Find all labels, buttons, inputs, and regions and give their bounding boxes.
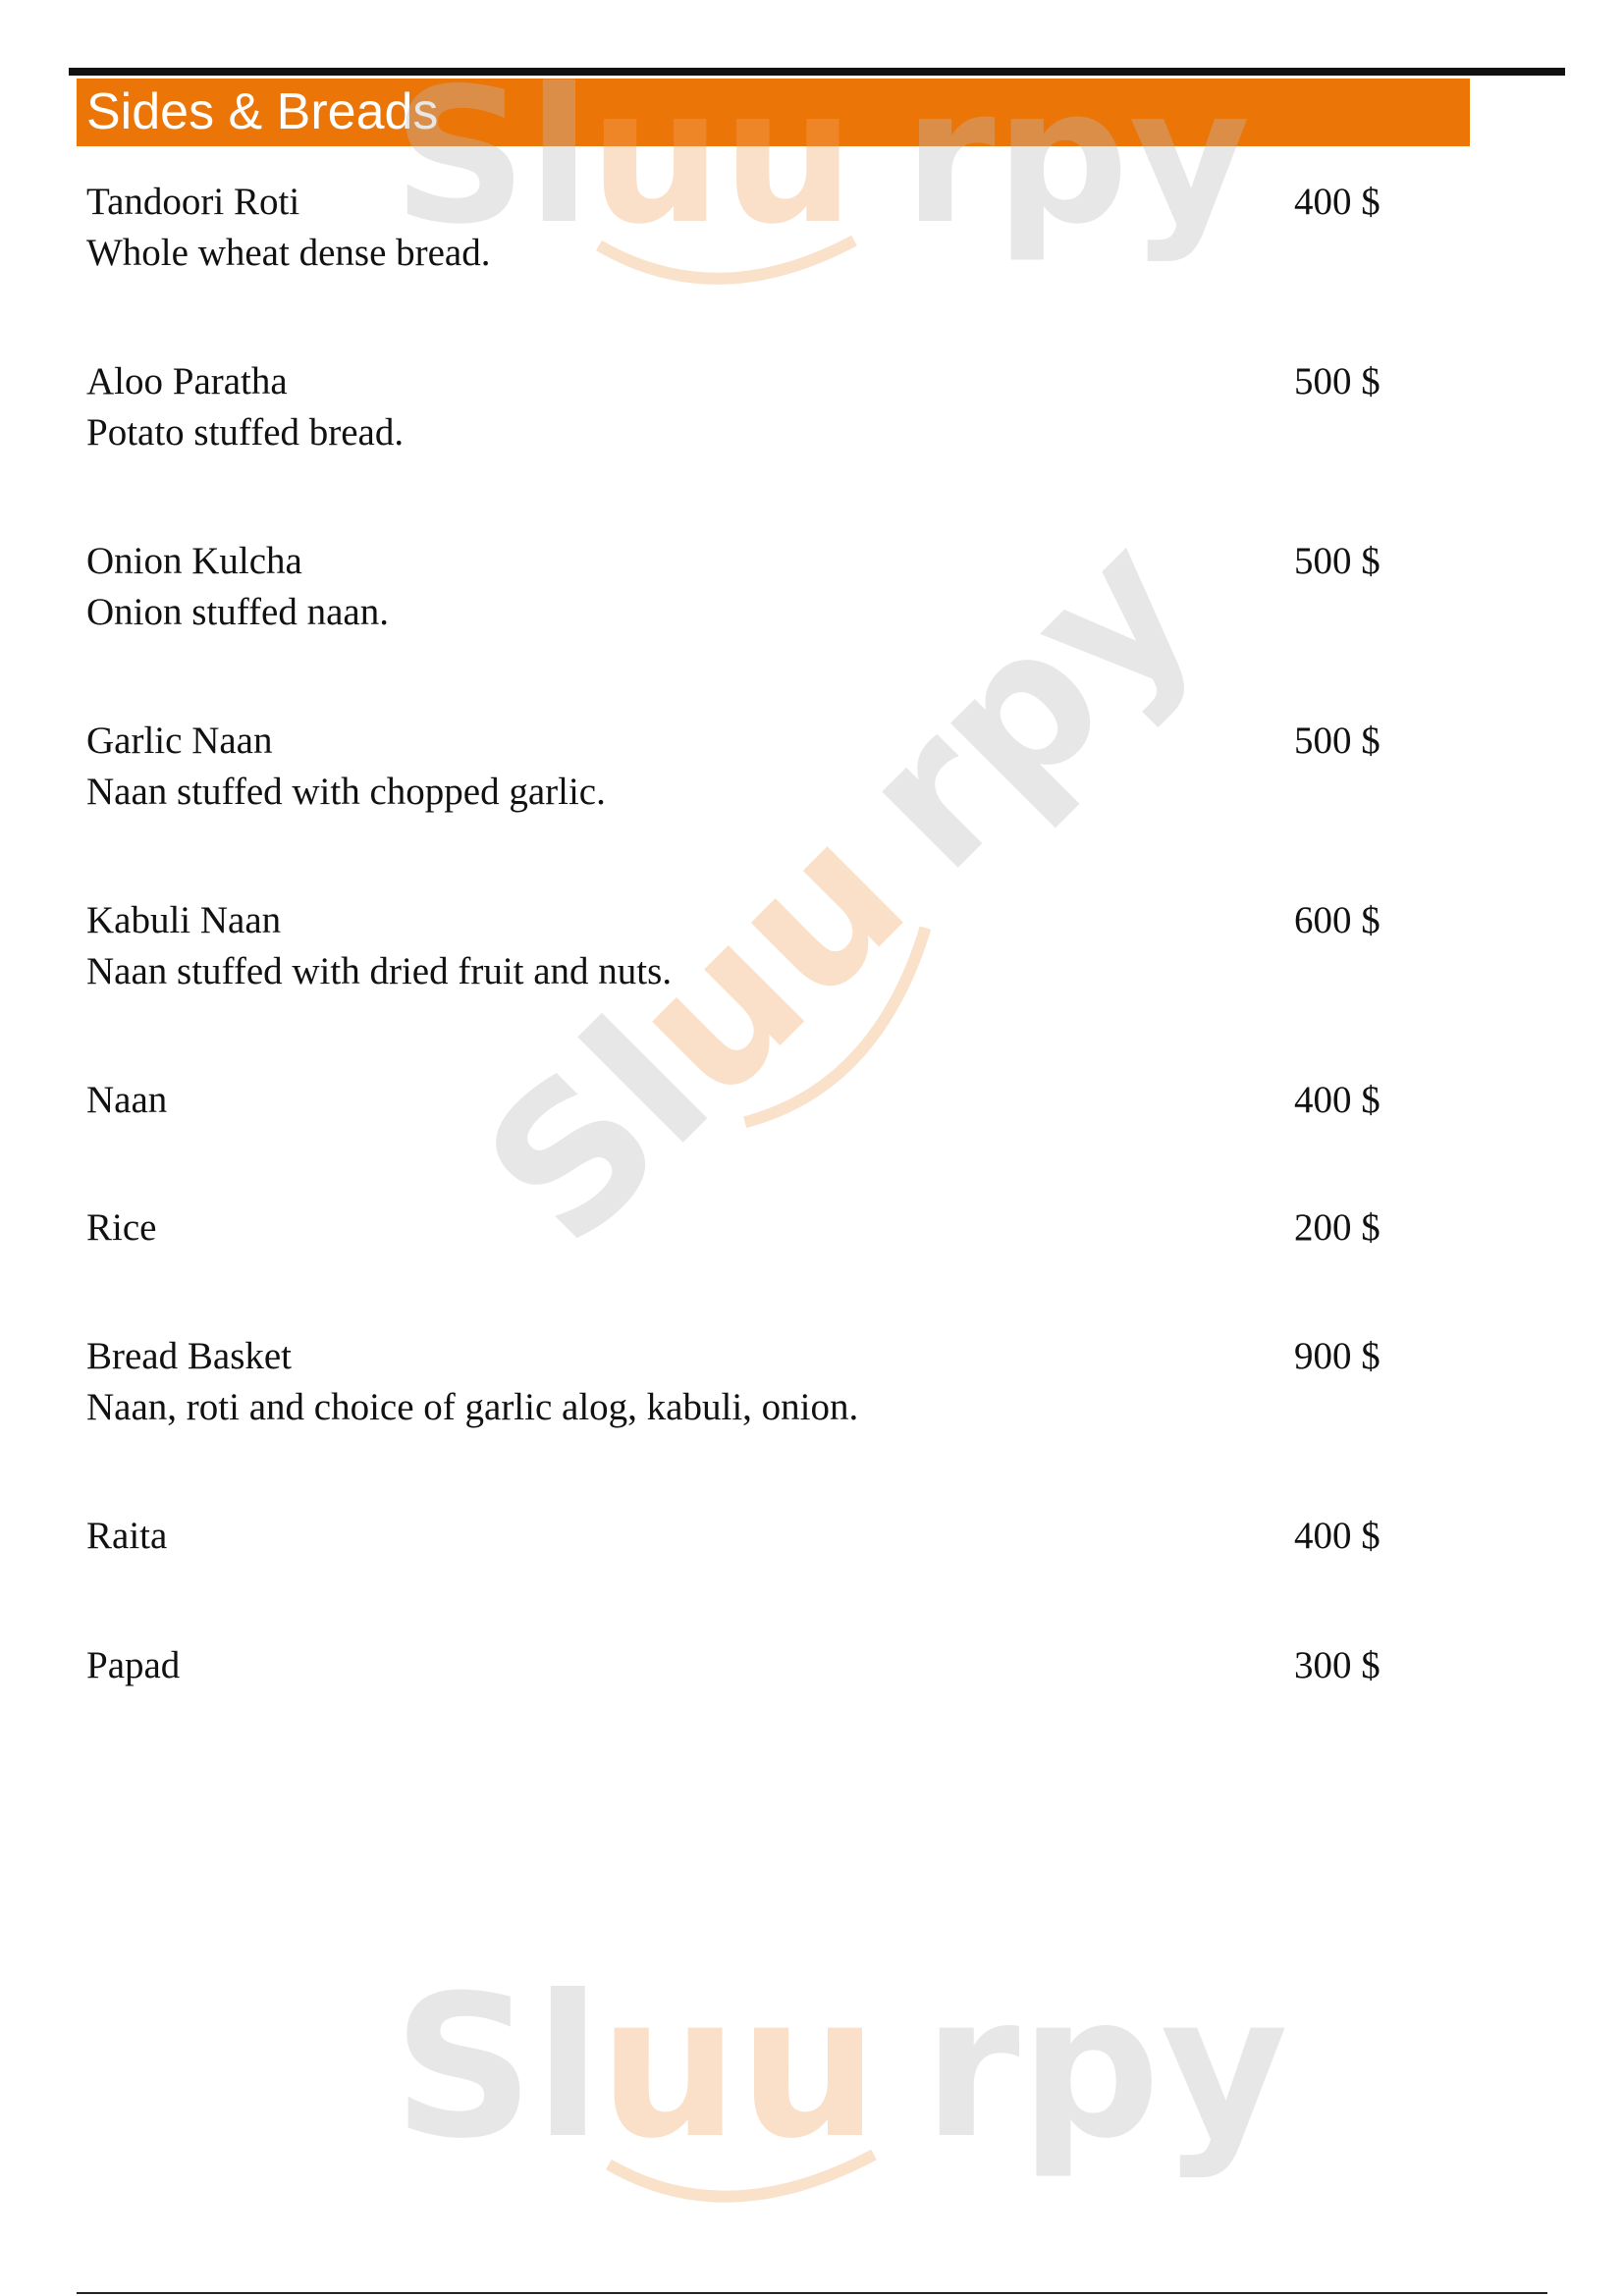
svg-text:uu: uu [589, 48, 855, 265]
item-name: Bread Basket [86, 1335, 293, 1377]
item-description: Potato stuffed bread. [86, 411, 405, 454]
menu-item [86, 1202, 1392, 1254]
item-price: 600 $ [1294, 899, 1380, 941]
top-rule [69, 68, 1565, 76]
svg-text:rpy: rpy [903, 48, 1251, 265]
bottom-rule [77, 2292, 1547, 2294]
svg-text:rpy: rpy [817, 492, 1238, 913]
section-header [77, 79, 1470, 146]
item-name: Tandoori Roti [86, 181, 300, 223]
item-price: 400 $ [1294, 1515, 1380, 1557]
item-name: Kabuli Naan [86, 899, 282, 941]
item-description: Naan, roti and choice of garlic alog, kabuli, onion. [86, 1386, 859, 1428]
item-name: Rice [86, 1206, 157, 1249]
watermark-logo [393, 1953, 1289, 2248]
item-price: 400 $ [1294, 1079, 1380, 1121]
item-name: Naan [86, 1079, 168, 1121]
menu-item [86, 356, 1392, 458]
menu-item [86, 1331, 1392, 1433]
item-price: 500 $ [1294, 720, 1380, 762]
item-price: 400 $ [1294, 181, 1380, 223]
menu-item [86, 716, 1392, 818]
svg-text:uu: uu [599, 1953, 879, 2182]
item-name: Garlic Naan [86, 720, 273, 762]
menu-item [86, 177, 1392, 279]
menu-item [86, 536, 1392, 638]
item-name: Onion Kulcha [86, 540, 302, 582]
menu-item [86, 1511, 1392, 1562]
svg-text:Sl: Sl [393, 48, 591, 265]
svg-text:Sl: Sl [393, 1953, 602, 2182]
item-price: 500 $ [1294, 360, 1380, 402]
item-name: Raita [86, 1515, 168, 1557]
item-description: Onion stuffed naan. [86, 591, 389, 633]
item-price: 200 $ [1294, 1206, 1380, 1249]
svg-text:rpy: rpy [923, 1953, 1289, 2182]
item-description: Whole wheat dense bread. [86, 232, 491, 274]
section-title: Sides & Breads [86, 83, 439, 140]
item-price: 500 $ [1294, 540, 1380, 582]
item-price: 300 $ [1294, 1644, 1380, 1686]
svg-text:Sl: Sl [443, 978, 753, 1288]
menu-item [86, 1075, 1392, 1126]
menu-item [86, 1640, 1392, 1691]
menu-item [86, 895, 1392, 997]
item-price: 900 $ [1294, 1335, 1380, 1377]
item-description: Naan stuffed with chopped garlic. [86, 771, 606, 813]
item-name: Papad [86, 1644, 181, 1686]
item-name: Aloo Paratha [86, 360, 288, 402]
item-description: Naan stuffed with dried fruit and nuts. [86, 950, 673, 992]
svg-text:uu: uu [588, 781, 948, 1143]
